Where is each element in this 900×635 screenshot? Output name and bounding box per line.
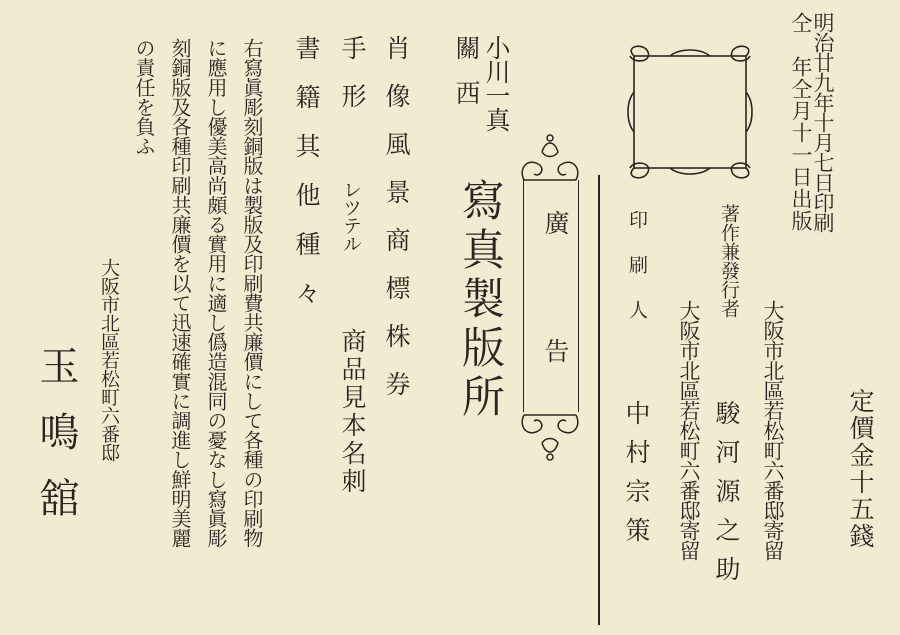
shop-name: 玉鳴舘 bbox=[33, 345, 79, 543]
region-label: 關西 bbox=[452, 35, 481, 125]
printer-label: 印刷人 bbox=[626, 210, 648, 345]
body-line-3: 刻銅版及各種印刷共廉價を以て迅速確實に調進し鮮明美麗 bbox=[168, 38, 192, 548]
body-line-2: に應用し優美高尚頗る實用に適し僞造混同の憂なし寫眞彫 bbox=[204, 38, 228, 548]
price: 定價金十五錢 bbox=[846, 388, 875, 550]
products-row-1: 肖像風景商標株券 bbox=[382, 35, 411, 419]
print-date: 明治廿九年十月七日印刷 bbox=[811, 12, 835, 232]
products-row-2b: レツテル bbox=[340, 180, 362, 252]
body-line-1: 右寫眞彫刻銅版は製版及印刷費共廉價にして各種の印刷物 bbox=[240, 38, 264, 548]
products-row-3: 書籍其他種々 bbox=[292, 35, 321, 329]
products-row-2c: 商品見本名刺 bbox=[338, 328, 367, 496]
ad-label-1: 廣 bbox=[541, 210, 570, 235]
author-address: 大阪市北區若松町六番邸寄留 bbox=[761, 300, 785, 560]
products-row-2a: 手形 bbox=[338, 35, 367, 131]
shop-address: 大阪市北區若松町六番邸 bbox=[98, 258, 120, 462]
author-label: 著作兼發行者 bbox=[718, 204, 740, 318]
printer-name: 中村宗策 bbox=[622, 400, 651, 556]
body-line-4: の責任を負ふ bbox=[132, 38, 156, 156]
ornament-bottom bbox=[512, 405, 588, 465]
company-title: 寫真製版所 bbox=[455, 178, 505, 423]
ornament-top bbox=[512, 130, 588, 190]
publish-date: 仝 年仝月十一日出版 bbox=[789, 12, 813, 232]
proprietor-name: 小川一真 bbox=[482, 35, 511, 131]
colophon-divider bbox=[598, 175, 600, 625]
ad-label-2: 告 bbox=[541, 338, 570, 363]
author-name: 駿河源之助 bbox=[712, 400, 741, 595]
printer-address: 大阪市北區若松町六番邸寄留 bbox=[677, 300, 701, 560]
ornament-frame bbox=[620, 42, 760, 182]
